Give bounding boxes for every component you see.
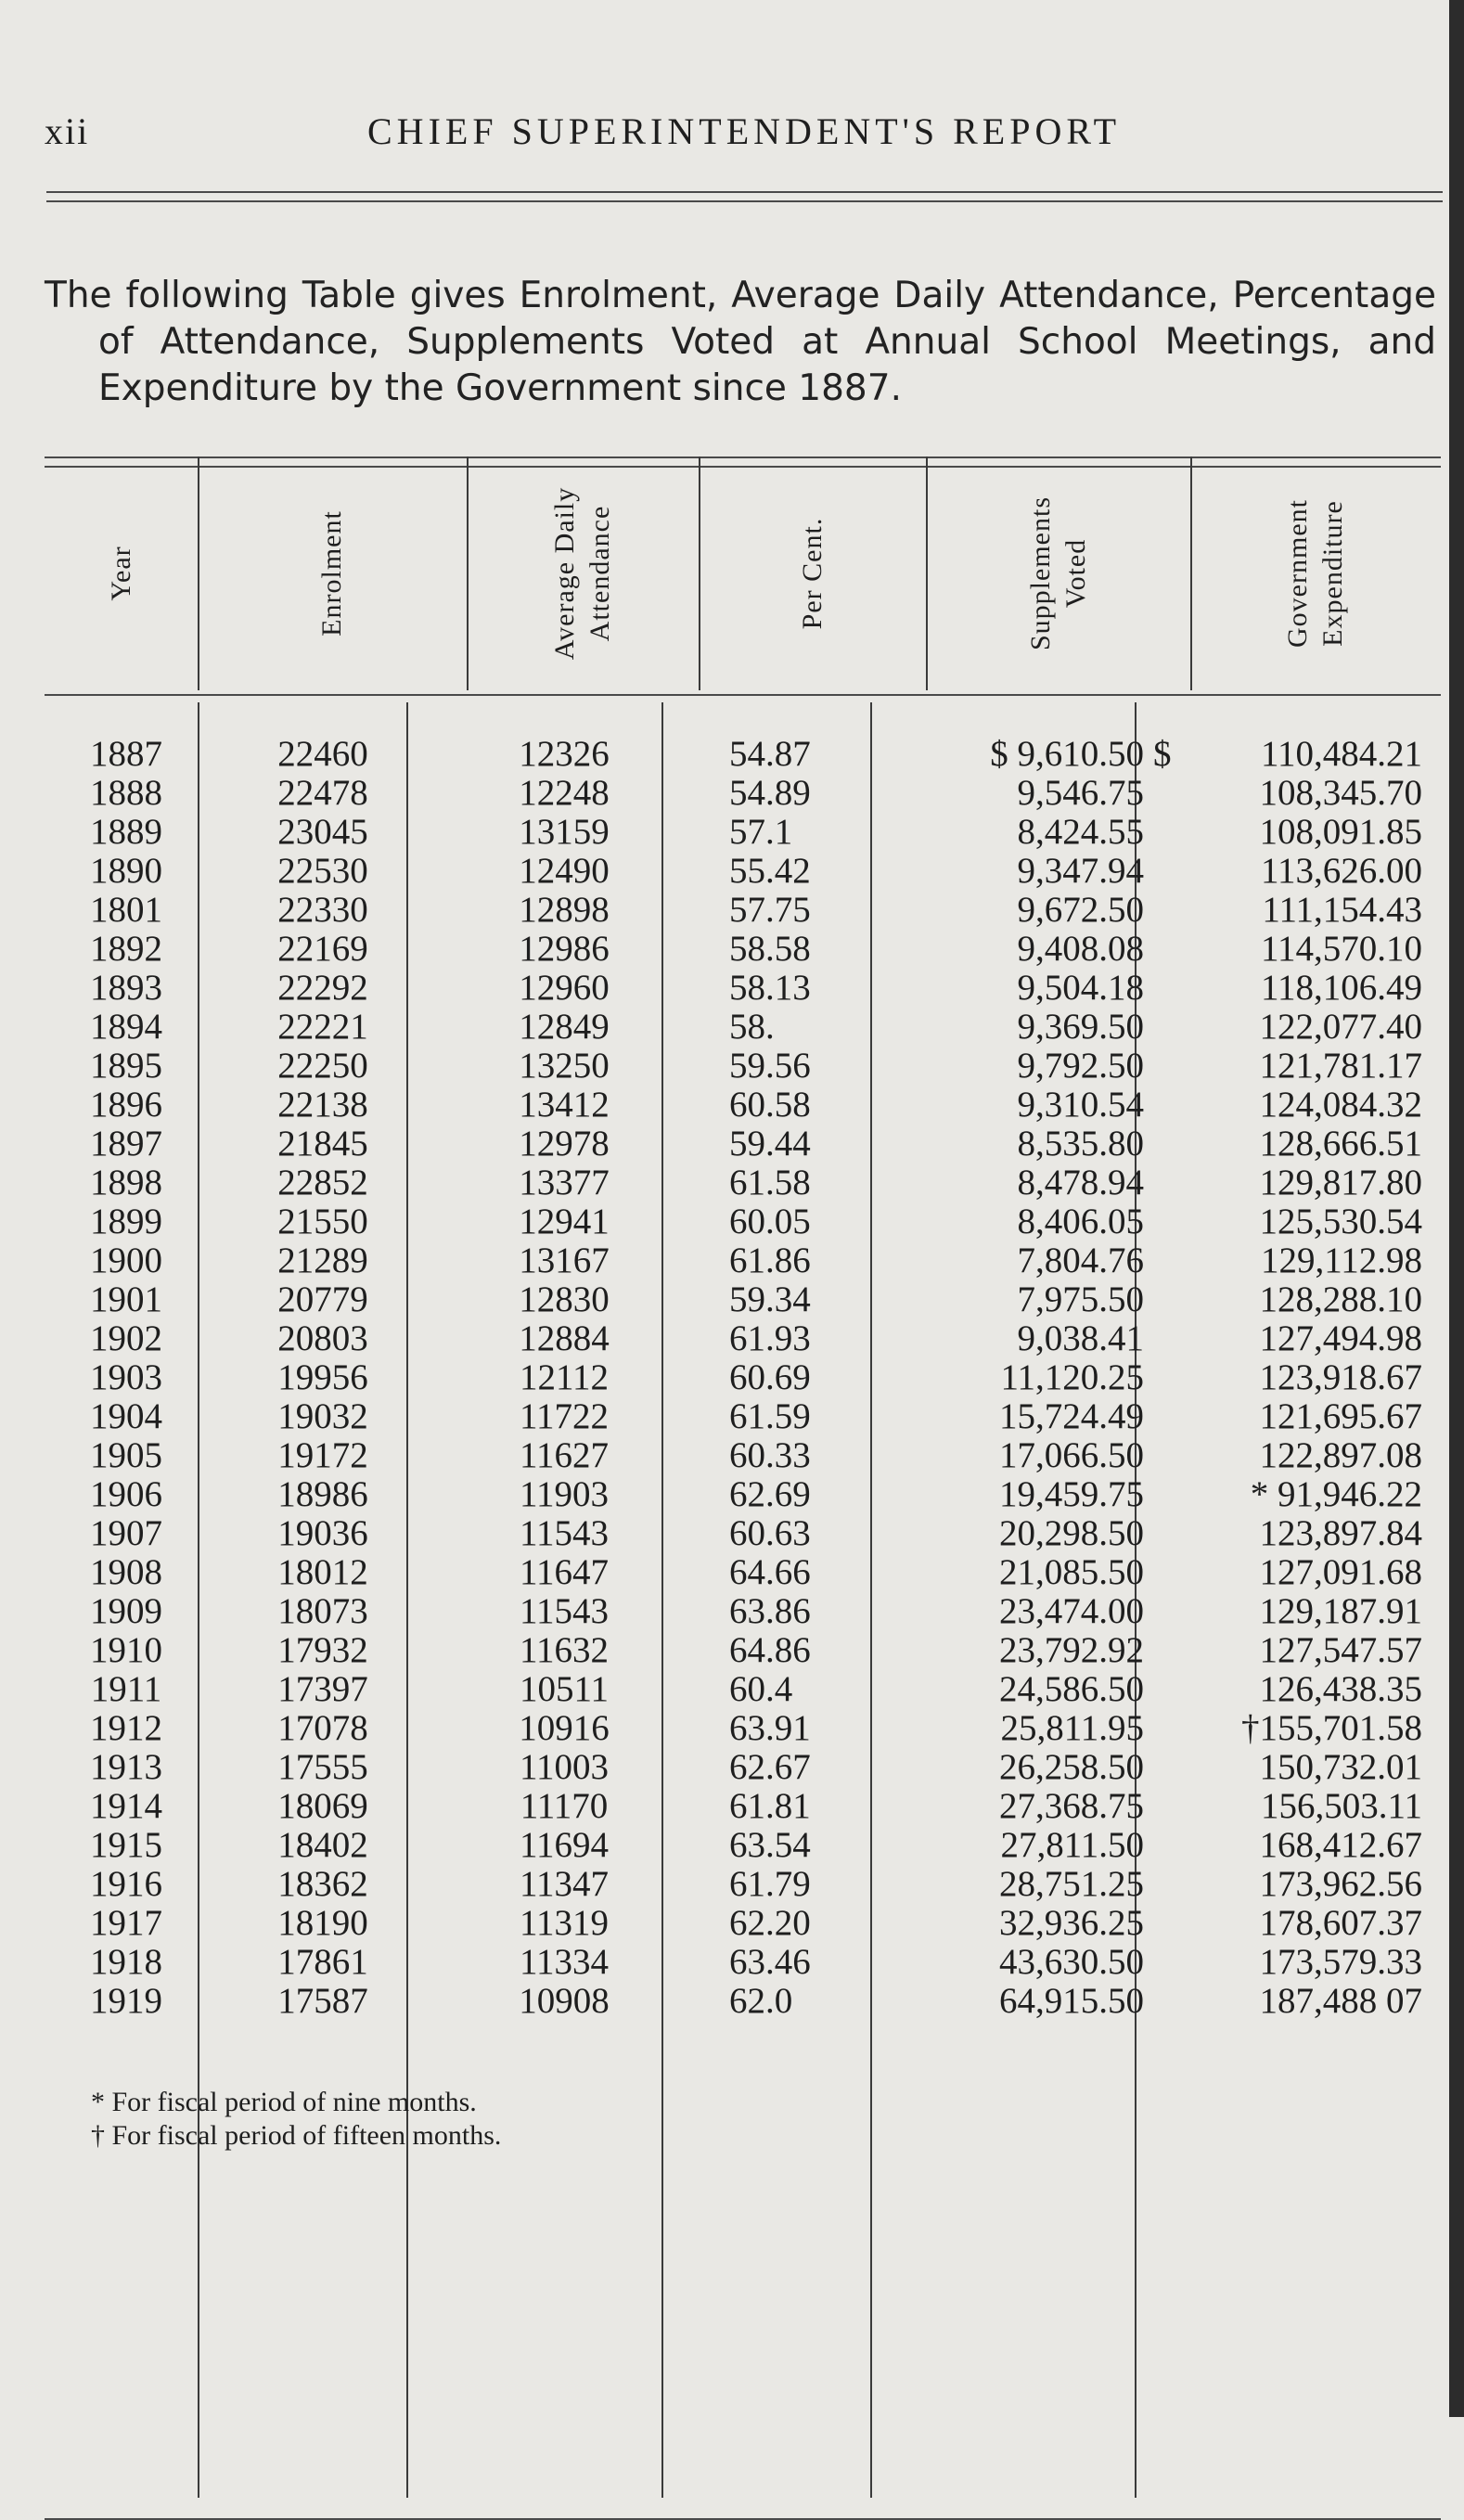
year-cell: 1905: [90, 1435, 162, 1475]
percent-cell: 62.69: [729, 1474, 811, 1514]
government-cell: 173,962.56: [1259, 1864, 1422, 1904]
percent-cell: 60.33: [729, 1435, 811, 1475]
enrolment-cell: 18402: [277, 1825, 368, 1865]
government-cell: 113,626.00: [1260, 851, 1422, 891]
percent-cell: 59.34: [729, 1279, 811, 1319]
table-row: [45, 1008, 1441, 1047]
year-cell: 1916: [90, 1864, 162, 1904]
table-row: [45, 813, 1441, 852]
table-row: [45, 1436, 1441, 1475]
attendance-cell: 11319: [519, 1903, 610, 1943]
enrolment-cell: 20803: [277, 1318, 368, 1358]
header-divider: [1190, 456, 1192, 690]
percent-cell: 61.81: [729, 1786, 811, 1826]
supplements-cell: 32,936.25: [999, 1903, 1144, 1943]
percent-cell: 60.58: [729, 1085, 811, 1125]
year-cell: 1912: [90, 1708, 162, 1748]
attendance-cell: 12248: [519, 773, 610, 813]
attendance-cell: 13159: [519, 812, 610, 852]
enrolment-cell: 19036: [277, 1513, 368, 1553]
page-number: xii: [45, 110, 90, 152]
supplements-cell: 9,369.50: [1017, 1007, 1144, 1047]
intro-text: The following Table gives Enrolment, Average Daily Attendance, Percentage of Attendance, Supplements Voted at Annual School Meetings, and Expenditure by the Government since 1887.: [45, 275, 1436, 409]
government-cell: 124,084.32: [1259, 1085, 1422, 1125]
supplements-cell: 20,298.50: [999, 1513, 1144, 1553]
percent-cell: 61.93: [729, 1318, 811, 1358]
supplements-cell: 8,478.94: [1017, 1163, 1144, 1202]
intro-paragraph: [45, 273, 1436, 412]
supplements-cell: 43,630.50: [999, 1942, 1144, 1982]
attendance-cell: 13250: [519, 1046, 610, 1086]
enrolment-cell: 23045: [277, 812, 368, 852]
table-row: [45, 1943, 1441, 1982]
enrolment-cell: 17555: [277, 1747, 368, 1787]
supplements-cell: 21,085.50: [999, 1552, 1144, 1592]
supplements-cell: 26,258.50: [999, 1747, 1144, 1787]
year-cell: 1911: [90, 1669, 162, 1709]
percent-cell: 61.79: [729, 1864, 811, 1904]
header-enrolment: Enrolment: [316, 510, 347, 636]
attendance-cell: 12112: [519, 1357, 610, 1397]
supplements-cell: 28,751.25: [999, 1864, 1144, 1904]
supplements-cell: 64,915.50: [999, 1981, 1144, 2021]
header-government: [1190, 456, 1441, 690]
attendance-cell: 12884: [519, 1318, 610, 1358]
government-cell: 156,503.11: [1260, 1786, 1422, 1826]
supplements-cell: 23,792.92: [999, 1630, 1144, 1670]
enrolment-cell: 17587: [277, 1981, 368, 2021]
year-cell: 1914: [90, 1786, 162, 1826]
table-row: [45, 1709, 1441, 1748]
supplements-cell: 27,368.75: [999, 1786, 1144, 1826]
enrolment-cell: 22478: [277, 773, 368, 813]
percent-cell: 57.1: [729, 812, 793, 852]
year-cell: 1890: [90, 851, 162, 891]
supplements-cell: 11,120.25: [1000, 1357, 1144, 1397]
table-row: [45, 1241, 1441, 1280]
attendance-cell: 11694: [519, 1825, 610, 1865]
attendance-cell: 12849: [519, 1007, 610, 1047]
supplements-cell: 8,535.80: [1017, 1124, 1144, 1164]
percent-cell: 62.0: [729, 1981, 793, 2021]
table-row: [45, 1553, 1441, 1592]
year-cell: 1897: [90, 1124, 162, 1164]
table-row: [45, 1358, 1441, 1397]
supplements-cell: 7,975.50: [1017, 1279, 1144, 1319]
header-divider: [467, 456, 469, 690]
government-cell: 127,547.57: [1259, 1630, 1422, 1670]
table-row: [45, 1086, 1441, 1125]
enrolment-cell: 17932: [277, 1630, 368, 1670]
table-row: [45, 852, 1441, 891]
supplements-cell: 19,459.75: [999, 1474, 1144, 1514]
enrolment-cell: 21845: [277, 1124, 368, 1164]
year-cell: 1909: [90, 1591, 162, 1631]
percent-cell: 60.69: [729, 1357, 811, 1397]
footnote-fifteen-months: † For fiscal period of fifteen months.: [91, 2120, 502, 2151]
percent-cell: 64.86: [729, 1630, 811, 1670]
percent-cell: 55.42: [729, 851, 811, 891]
header-divider: [198, 456, 199, 690]
year-cell: 1903: [90, 1357, 162, 1397]
supplements-cell: 9,672.50: [1017, 890, 1144, 930]
table-row: [45, 735, 1441, 774]
government-cell: 110,484.21: [1260, 734, 1422, 774]
footnote-nine-months: * For fiscal period of nine months.: [91, 2087, 477, 2117]
table-row: [45, 1125, 1441, 1164]
table-row: [45, 1164, 1441, 1202]
enrolment-cell: 19172: [277, 1435, 368, 1475]
table-row: [45, 774, 1441, 813]
government-cell: 123,918.67: [1259, 1357, 1422, 1397]
header-attendance: [467, 456, 699, 690]
attendance-cell: 13412: [519, 1085, 610, 1125]
year-cell: 1898: [90, 1163, 162, 1202]
table-row: [45, 930, 1441, 969]
year-cell: 1893: [90, 968, 162, 1008]
government-cell: 129,112.98: [1260, 1241, 1422, 1280]
supplements-cell: 27,811.50: [1000, 1825, 1144, 1865]
running-title: CHIEF SUPERINTENDENT'S REPORT: [367, 110, 1122, 152]
percent-cell: 60.63: [729, 1513, 811, 1553]
enrolment-cell: 19956: [277, 1357, 368, 1397]
table-row: [45, 1670, 1441, 1709]
enrolment-cell: 19032: [277, 1396, 368, 1436]
attendance-cell: 10511: [519, 1669, 610, 1709]
enrolment-cell: 22221: [277, 1007, 368, 1047]
year-cell: 1887: [90, 734, 162, 774]
percent-cell: 63.46: [729, 1942, 811, 1982]
header-supplements-line2: Voted: [1059, 538, 1091, 609]
government-cell: 128,288.10: [1259, 1279, 1422, 1319]
enrolment-cell: 22460: [277, 734, 368, 774]
supplements-cell: 9,792.50: [1017, 1046, 1144, 1086]
attendance-cell: 11347: [519, 1864, 610, 1904]
table-row: [45, 1865, 1441, 1904]
enrolment-cell: 18190: [277, 1903, 368, 1943]
enrolment-cell: 18012: [277, 1552, 368, 1592]
enrolment-cell: 20779: [277, 1279, 368, 1319]
percent-cell: 54.89: [729, 773, 811, 813]
government-cell: 121,695.67: [1259, 1396, 1422, 1436]
table-row: [45, 1748, 1441, 1787]
supplements-cell: 9,546.75: [1017, 773, 1144, 813]
supplements-cell: 23,474.00: [999, 1591, 1144, 1631]
attendance-cell: 10916: [519, 1708, 610, 1748]
attendance-cell: 11903: [519, 1474, 610, 1514]
percent-cell: 62.20: [729, 1903, 811, 1943]
year-cell: 1899: [90, 1202, 162, 1241]
footnotes: [91, 2086, 501, 2153]
attendance-cell: 10908: [519, 1981, 610, 2021]
header-percent: Per Cent.: [796, 517, 828, 630]
attendance-cell: 12326: [519, 734, 610, 774]
year-cell: 1915: [90, 1825, 162, 1865]
table-row: [45, 1982, 1441, 2021]
header-supplements-line1: Supplements: [1024, 496, 1056, 650]
government-cell: 108,091.85: [1259, 812, 1422, 852]
year-cell: 1894: [90, 1007, 162, 1047]
attendance-cell: 11170: [520, 1786, 609, 1826]
government-cell: 127,091.68: [1259, 1552, 1422, 1592]
year-cell: 1910: [90, 1630, 162, 1670]
supplements-cell: 9,408.08: [1017, 929, 1144, 969]
table-row: [45, 891, 1441, 930]
government-cell: 108,345.70: [1259, 773, 1422, 813]
table-row: [45, 1631, 1441, 1670]
attendance-cell: 11632: [519, 1630, 610, 1670]
year-cell: 1917: [90, 1903, 162, 1943]
enrolment-cell: 22852: [277, 1163, 368, 1202]
header-supplements: [926, 456, 1190, 690]
enrolment-cell: 17078: [277, 1708, 368, 1748]
table-header-rule: [45, 694, 1441, 696]
government-cell: 125,530.54: [1259, 1202, 1422, 1241]
year-cell: 1888: [90, 773, 162, 813]
header-attendance-line2: Attendance: [584, 505, 615, 642]
year-cell: 1801: [90, 890, 162, 930]
header-government-line2: Expenditure: [1317, 500, 1348, 647]
government-cell: 129,187.91: [1259, 1591, 1422, 1631]
enrolment-cell: 18069: [277, 1786, 368, 1826]
enrolment-cell: 22169: [277, 929, 368, 969]
government-cell: 111,154.43: [1262, 890, 1422, 930]
attendance-cell: 12986: [519, 929, 610, 969]
enrolment-cell: 18986: [277, 1474, 368, 1514]
attendance-cell: 11334: [519, 1942, 610, 1982]
supplements-cell: 7,804.76: [1017, 1241, 1144, 1280]
supplements-cell: $ 9,610.50: [990, 734, 1144, 774]
header-government-line1: Government: [1282, 499, 1313, 648]
percent-cell: 59.44: [729, 1124, 811, 1164]
attendance-cell: 11722: [519, 1396, 610, 1436]
year-cell: 1907: [90, 1513, 162, 1553]
attendance-cell: 12941: [519, 1202, 610, 1241]
percent-cell: 63.86: [729, 1591, 811, 1631]
supplements-cell: 8,424.55: [1017, 812, 1144, 852]
table-row: [45, 1047, 1441, 1086]
table-row: [45, 1592, 1441, 1631]
government-cell: 126,438.35: [1259, 1669, 1422, 1709]
percent-cell: 58.: [729, 1007, 775, 1047]
year-cell: 1900: [90, 1241, 162, 1280]
percent-cell: 61.59: [729, 1396, 811, 1436]
table-row: [45, 1397, 1441, 1436]
government-cell: 122,077.40: [1259, 1007, 1422, 1047]
page-header: [45, 109, 1427, 165]
supplements-cell: 9,347.94: [1017, 851, 1144, 891]
government-cell: †155,701.58: [1241, 1708, 1422, 1748]
enrolment-cell: 22250: [277, 1046, 368, 1086]
attendance-cell: 11647: [519, 1552, 610, 1592]
year-cell: 1895: [90, 1046, 162, 1086]
table-row: [45, 1319, 1441, 1358]
percent-cell: 54.87: [729, 734, 811, 774]
government-cell: 129,817.80: [1259, 1163, 1422, 1202]
percent-cell: 58.13: [729, 968, 811, 1008]
percent-cell: 59.56: [729, 1046, 811, 1086]
header-attendance-line1: Average Daily: [549, 486, 580, 661]
attendance-cell: 11003: [519, 1747, 610, 1787]
percent-cell: 60.4: [729, 1669, 793, 1709]
year-cell: 1889: [90, 812, 162, 852]
table-row: [45, 1904, 1441, 1943]
table-row: [45, 1202, 1441, 1241]
percent-cell: 61.86: [729, 1241, 811, 1280]
enrolment-cell: 21289: [277, 1241, 368, 1280]
enrolment-cell: 17397: [277, 1669, 368, 1709]
year-cell: 1913: [90, 1747, 162, 1787]
government-cell: 121,781.17: [1259, 1046, 1422, 1086]
government-cell: 150,732.01: [1259, 1747, 1422, 1787]
percent-cell: 62.67: [729, 1747, 811, 1787]
percent-cell: 57.75: [729, 890, 811, 930]
government-cell: 118,106.49: [1260, 968, 1422, 1008]
government-cell: 178,607.37: [1259, 1903, 1422, 1943]
attendance-cell: 13167: [519, 1241, 610, 1280]
attendance-cell: 12898: [519, 890, 610, 930]
enrolment-cell: 22530: [277, 851, 368, 891]
attendance-cell: 11543: [519, 1513, 610, 1553]
government-cell: 122,897.08: [1259, 1435, 1422, 1475]
government-cell: 187,488 07: [1259, 1981, 1422, 2021]
header-year: Year: [105, 546, 136, 601]
year-cell: 1902: [90, 1318, 162, 1358]
year-cell: 1906: [90, 1474, 162, 1514]
year-cell: 1892: [90, 929, 162, 969]
header-divider: [699, 456, 700, 690]
supplements-cell: 8,406.05: [1017, 1202, 1144, 1241]
percent-cell: 63.91: [729, 1708, 811, 1748]
attendance-cell: 11543: [519, 1591, 610, 1631]
enrolment-cell: 22138: [277, 1085, 368, 1125]
year-cell: 1908: [90, 1552, 162, 1592]
enrolment-cell: 22330: [277, 890, 368, 930]
attendance-cell: 12978: [519, 1124, 610, 1164]
attendance-cell: 12830: [519, 1279, 610, 1319]
year-cell: 1918: [90, 1942, 162, 1982]
table-row: [45, 1787, 1441, 1826]
enrolment-cell: 18073: [277, 1591, 368, 1631]
year-cell: 1919: [90, 1981, 162, 2021]
year-cell: 1896: [90, 1085, 162, 1125]
table-header-row: [45, 456, 1441, 690]
enrolment-cell: 17861: [277, 1942, 368, 1982]
attendance-cell: 12960: [519, 968, 610, 1008]
header-rule-top: [46, 191, 1443, 193]
percent-cell: 61.58: [729, 1163, 811, 1202]
year-cell: 1901: [90, 1279, 162, 1319]
government-cell: 114,570.10: [1260, 929, 1422, 969]
page-edge-shadow: [1449, 0, 1464, 2417]
supplements-cell: 24,586.50: [999, 1669, 1144, 1709]
header-divider: [926, 456, 928, 690]
table-row: [45, 969, 1441, 1008]
table-row: [45, 1280, 1441, 1319]
year-cell: 1904: [90, 1396, 162, 1436]
table-row: [45, 1826, 1441, 1865]
attendance-cell: 11627: [519, 1435, 610, 1475]
enrolment-cell: 21550: [277, 1202, 368, 1241]
supplements-cell: 17,066.50: [999, 1435, 1144, 1475]
government-cell: * 91,946.22: [1250, 1474, 1422, 1514]
government-cell: 123,897.84: [1259, 1513, 1422, 1553]
enrolment-cell: 18362: [277, 1864, 368, 1904]
supplements-cell: 9,504.18: [1017, 968, 1144, 1008]
supplements-cell: 9,038.41: [1017, 1318, 1144, 1358]
government-cell: 168,412.67: [1259, 1825, 1422, 1865]
supplements-cell: 25,811.95: [1000, 1708, 1144, 1748]
attendance-cell: 12490: [519, 851, 610, 891]
percent-cell: 63.54: [729, 1825, 811, 1865]
table-row: [45, 1475, 1441, 1514]
header-rule-bottom: [46, 200, 1443, 202]
supplements-cell: 9,310.54: [1017, 1085, 1144, 1125]
percent-cell: 64.66: [729, 1552, 811, 1592]
government-cell: 128,666.51: [1259, 1124, 1422, 1164]
government-cell: 173,579.33: [1259, 1942, 1422, 1982]
enrolment-cell: 22292: [277, 968, 368, 1008]
government-dollar-sign: $: [1153, 734, 1172, 774]
supplements-cell: 15,724.49: [999, 1396, 1144, 1436]
table-row: [45, 1514, 1441, 1553]
percent-cell: 60.05: [729, 1202, 811, 1241]
attendance-cell: 13377: [519, 1163, 610, 1202]
government-cell: 127,494.98: [1259, 1318, 1422, 1358]
percent-cell: 58.58: [729, 929, 811, 969]
